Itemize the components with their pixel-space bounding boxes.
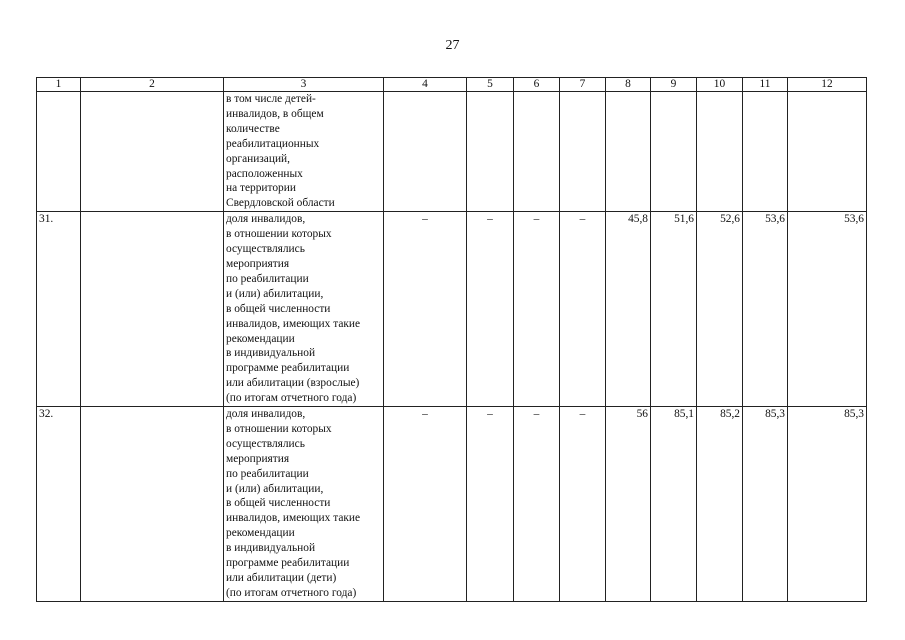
table-row <box>37 92 867 212</box>
description-line: доля инвалидов, <box>226 408 306 421</box>
column-header: 6 <box>514 78 560 92</box>
description-line: количестве <box>226 122 280 135</box>
column-header: 3 <box>224 78 384 92</box>
row-number: 31. <box>37 212 81 407</box>
description-line: в общей численности <box>226 302 331 315</box>
column-header: 7 <box>560 78 606 92</box>
row-column-2 <box>81 407 224 602</box>
description-line: или абилитации (дети) <box>226 572 337 584</box>
table-row <box>37 407 867 602</box>
description-line: в общей численности <box>226 497 331 510</box>
row-number <box>37 92 81 212</box>
description-line: на территории <box>226 182 296 195</box>
header-row <box>37 78 867 92</box>
description-line: программе реабилитации <box>226 557 350 570</box>
description-line: доля инвалидов, <box>226 213 306 226</box>
column-header: 5 <box>467 78 514 92</box>
description-line: осуществлялись <box>226 437 305 450</box>
row-column-2 <box>81 92 224 212</box>
value-cell: – <box>467 212 514 407</box>
value-cell <box>560 92 606 212</box>
description-line: расположенных <box>226 167 303 180</box>
value-cell: – <box>560 407 606 602</box>
value-cell <box>384 92 467 212</box>
value-cell <box>467 92 514 212</box>
indicator-description <box>224 212 384 407</box>
indicator-description <box>224 407 384 602</box>
description-line: мероприятия <box>226 257 290 270</box>
value-cell: 51,6 <box>651 212 697 407</box>
description-line: (по итогам отчетного года) <box>226 392 357 405</box>
row-number: 32. <box>37 407 81 602</box>
value-cell: 56 <box>606 407 651 602</box>
value-cell <box>788 92 867 212</box>
description-line: или абилитации (взрослые) <box>226 377 360 390</box>
value-cell: 85,2 <box>697 407 743 602</box>
value-cell: 45,8 <box>606 212 651 407</box>
column-header: 8 <box>606 78 651 92</box>
description-line: реабилитационных <box>226 137 320 150</box>
value-cell: – <box>384 407 467 602</box>
row-column-2 <box>81 212 224 407</box>
indicator-description <box>224 92 384 212</box>
value-cell: – <box>514 212 560 407</box>
description-line: мероприятия <box>226 452 290 465</box>
value-cell: – <box>514 407 560 602</box>
description-line: в отношении которых <box>226 422 332 435</box>
column-header: 4 <box>384 78 467 92</box>
indicator-table <box>36 77 867 602</box>
description-line: инвалидов, имеющих такие <box>226 317 361 330</box>
page-number: 27 <box>445 38 460 53</box>
value-cell: 52,6 <box>697 212 743 407</box>
value-cell <box>514 92 560 212</box>
value-cell: 53,6 <box>743 212 788 407</box>
value-cell: 53,6 <box>788 212 867 407</box>
description-line: в индивидуальной <box>226 347 316 360</box>
description-line: по реабилитации <box>226 467 309 480</box>
value-cell: 85,3 <box>788 407 867 602</box>
value-cell: – <box>467 407 514 602</box>
description-line: организаций, <box>226 152 290 165</box>
column-header: 9 <box>651 78 697 92</box>
description-line: (по итогам отчетного года) <box>226 586 357 599</box>
column-header: 10 <box>697 78 743 92</box>
value-cell <box>697 92 743 212</box>
column-header: 2 <box>81 78 224 92</box>
description-line: рекомендации <box>226 527 295 540</box>
description-line: в том числе детей- <box>226 93 316 105</box>
description-line: рекомендации <box>226 332 295 345</box>
table-row <box>37 212 867 407</box>
value-cell <box>651 92 697 212</box>
description-line: по реабилитации <box>226 272 309 285</box>
description-line: инвалидов, в общем <box>226 107 324 120</box>
value-cell: – <box>560 212 606 407</box>
description-line: в индивидуальной <box>226 542 316 555</box>
description-line: Свердловской области <box>226 197 335 210</box>
value-cell: 85,1 <box>651 407 697 602</box>
column-header: 1 <box>37 78 81 92</box>
description-line: в отношении которых <box>226 228 332 241</box>
description-line: и (или) абилитации, <box>226 287 324 300</box>
description-line: осуществлялись <box>226 243 305 256</box>
column-header: 12 <box>788 78 867 92</box>
value-cell: 85,3 <box>743 407 788 602</box>
description-line: и (или) абилитации, <box>226 482 324 495</box>
value-cell <box>606 92 651 212</box>
value-cell: – <box>384 212 467 407</box>
column-header: 11 <box>743 78 788 92</box>
value-cell <box>743 92 788 212</box>
description-line: инвалидов, имеющих такие <box>226 512 361 525</box>
description-line: программе реабилитации <box>226 362 350 375</box>
